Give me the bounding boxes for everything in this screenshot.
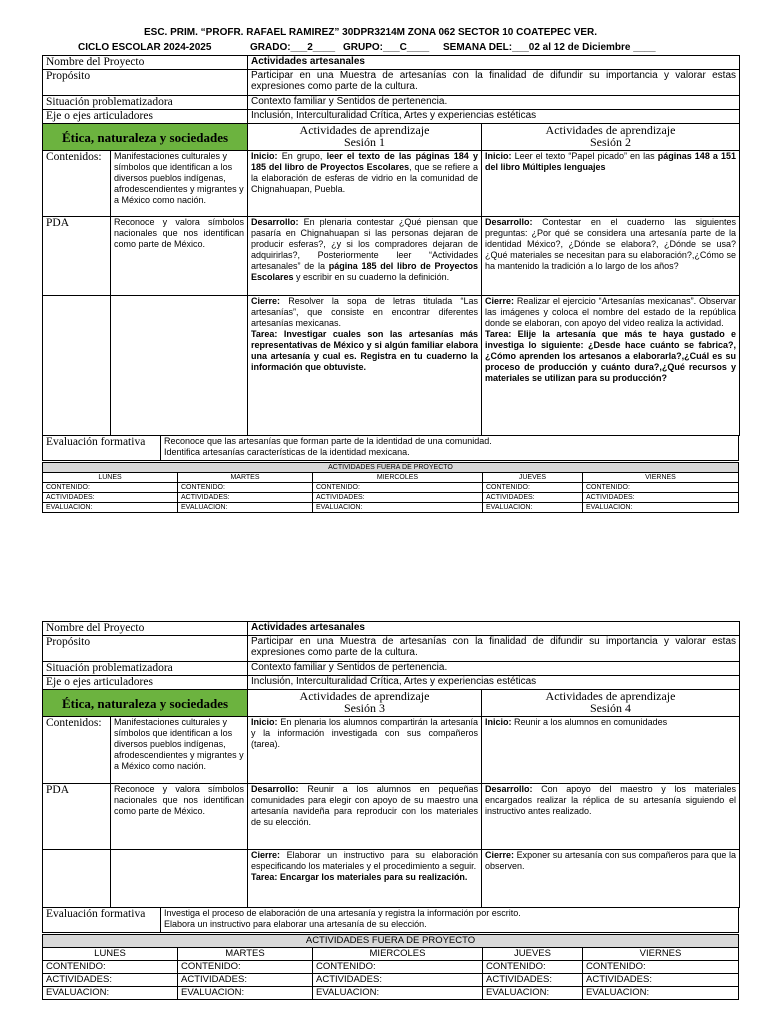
sesion-1-desarrollo: Desarrollo: En plenaria contestar ¿Qué piensan que pasaría en Chignahuapan si las personas dejaran de producir esferas?, ¿y si los compradores dejaran de adquirirlas?, Posteriormente leer “Actividades artesanales” de la página 185 del libro de Proyectos Escolares y escribir en su cuaderno la definición.: [248, 217, 482, 296]
actividades-cell: ACTIVIDADES:: [178, 974, 313, 987]
day-lunes: LUNES: [43, 473, 178, 483]
day-lunes: LUNES: [43, 948, 178, 961]
contenido-cell: CONTENIDO:: [583, 961, 739, 974]
evaluacion-cell: EVALUACION:: [583, 987, 739, 1000]
contenido-text: Manifestaciones culturales y símbolos que identifican a los diversos pueblos indígenas, afrodescendientes y migrantes y a México como nación.: [111, 151, 248, 217]
eje-label: Eje o ejes articuladores: [43, 110, 248, 124]
campo-formativo: Ética, naturaleza y sociedades: [43, 124, 248, 151]
evaluacion-cell: EVALUACION:: [313, 503, 483, 513]
contenido-cell: CONTENIDO:: [483, 961, 583, 974]
evaluacion-label: Evaluación formativa: [43, 436, 161, 461]
eje-value: Inclusión, Interculturalidad Crítica, Artes y experiencias estéticas: [248, 110, 740, 124]
contenido-cell: CONTENIDO:: [178, 961, 313, 974]
actividades-fuera-table-2: [42, 934, 739, 1000]
semana-field: SEMANA DEL:___02 al 12 de Diciembre ____: [443, 42, 656, 53]
grupo-field: GRUPO:___C____: [343, 42, 430, 53]
evaluacion-cell: EVALUACION:: [313, 987, 483, 1000]
cycle-header: [78, 42, 768, 53]
evaluacion-text: Reconoce que las artesanías que forman parte de la identidad de una comunidad. Identifica artesanías características de la identidad mexicana.: [161, 436, 739, 461]
contenidos-label: Contenidos:: [43, 717, 111, 784]
evaluacion-label: Evaluación formativa: [43, 908, 161, 933]
sesion-2-header: Actividades de aprendizaje Sesión 2: [482, 124, 740, 151]
situacion-value: Contexto familiar y Sentidos de pertenencia.: [248, 96, 740, 110]
day-miercoles: MIERCOLES: [313, 473, 483, 483]
contenido-cell: CONTENIDO:: [178, 483, 313, 493]
sesion-1-inicio: Inicio: En grupo, leer el texto de las páginas 184 y 185 del libro de Proyectos Escolares, que se refiere a la elaboración de esferas de vidrio en la comunidad de Chignahuapan, Puebla.: [248, 151, 482, 217]
pda-text: Reconoce y valora símbolos nacionales que nos identifican como parte de México.: [111, 217, 248, 296]
contenido-cell: CONTENIDO:: [43, 961, 178, 974]
planning-table-1: [42, 55, 740, 436]
contenido-cell: CONTENIDO:: [583, 483, 739, 493]
actividades-cell: ACTIVIDADES:: [483, 974, 583, 987]
sesion-1-header: Actividades de aprendizaje Sesión 1: [248, 124, 482, 151]
actividades-cell: ACTIVIDADES:: [313, 493, 483, 503]
situacion-label: Situación problematizadora: [43, 96, 248, 110]
empty-cell: [111, 296, 248, 436]
fuera-title: ACTIVIDADES FUERA DE PROYECTO: [43, 935, 739, 948]
actividades-cell: ACTIVIDADES:: [43, 974, 178, 987]
day-martes: MARTES: [178, 948, 313, 961]
nombre-value: Actividades artesanales: [248, 56, 740, 70]
day-miercoles: MIERCOLES: [313, 948, 483, 961]
sesion-4-cierre: Cierre: Exponer su artesanía con sus compañeros para que la observen.: [482, 850, 740, 908]
actividades-cell: ACTIVIDADES:: [583, 974, 739, 987]
ciclo-escolar: CICLO ESCOLAR 2024-2025: [78, 42, 212, 53]
empty-cell: [111, 850, 248, 908]
pda-text: Reconoce y valora símbolos nacionales que nos identifican como parte de México.: [111, 784, 248, 850]
eje-value: Inclusión, Interculturalidad Crítica, Artes y experiencias estéticas: [248, 676, 740, 690]
sesion-2-inicio: Inicio: Leer el texto “Papel picado” en las páginas 148 a 151 del libro Múltiples lenguajes: [482, 151, 740, 217]
pda-label: PDA: [43, 217, 111, 296]
contenido-cell: CONTENIDO:: [483, 483, 583, 493]
day-jueves: JUEVES: [483, 948, 583, 961]
sesion-1-cierre: Cierre: Resolver la sopa de letras titulada “Las artesanías”, que consiste en encontrar diferentes artesanías mexicanas. Tarea: Investigar cuales son las artesanías más representativas de México y si algún familiar elabora una artesanía y cual es. Registra en tu cuaderno la información que obtuviste.: [248, 296, 482, 436]
contenido-cell: CONTENIDO:: [313, 961, 483, 974]
sesion-3-desarrollo: Desarrollo: Reunir a los alumnos en pequeñas comunidades para elegir con apoyo de su maestro una artesanía navideña para reproducir con los materiales de su elección.: [248, 784, 482, 850]
sesion-2-desarrollo: Desarrollo: Contestar en el cuaderno las siguientes preguntas: ¿Por qué se considera una artesanía parte de la identidad México?, ¿Dónde se elabora?, ¿Dónde se usa? ¿Qué materiales se necesitan para su elaboración?,¿Cómo se ha mantenido la tradición a lo largo de los años?: [482, 217, 740, 296]
sesion-3-cierre: Cierre: Elaborar un instructivo para su elaboración especificando los materiales y el procedimiento a seguir. Tarea: Encargar los materiales para su realización.: [248, 850, 482, 908]
proposito-label: Propósito: [43, 636, 248, 662]
evaluacion-text: Investiga el proceso de elaboración de una artesanía y registra la información por escrito. Elabora un instructivo para elaborar una artesanía de su elección.: [161, 908, 739, 933]
proposito-label: Propósito: [43, 70, 248, 96]
day-viernes: VIERNES: [583, 948, 739, 961]
contenido-text: Manifestaciones culturales y símbolos que identifican a los diversos pueblos indígenas, afrodescendientes y migrantes y a México como nación.: [111, 717, 248, 784]
nombre-value: Actividades artesanales: [248, 622, 740, 636]
evaluacion-cell: EVALUACION:: [583, 503, 739, 513]
sesion-4-desarrollo: Desarrollo: Con apoyo del maestro y los materiales encargados realizar la réplica de su artesanía siguiendo el instructivo antes realizado.: [482, 784, 740, 850]
school-header: ESC. PRIM. “PROFR. RAFAEL RAMIREZ” 30DPR3214M ZONA 062 SECTOR 10 COATEPEC VER.: [144, 27, 598, 38]
actividades-cell: ACTIVIDADES:: [313, 974, 483, 987]
actividades-cell: ACTIVIDADES:: [583, 493, 739, 503]
evaluacion-cell: EVALUACION:: [178, 503, 313, 513]
evaluacion-cell: EVALUACION:: [43, 503, 178, 513]
evaluacion-cell: EVALUACION:: [483, 987, 583, 1000]
sesion-4-inicio: Inicio: Reunir a los alumnos en comunidades: [482, 717, 740, 784]
eje-label: Eje o ejes articuladores: [43, 676, 248, 690]
proposito-value: Participar en una Muestra de artesanías con la finalidad de difundir su importancia y valorar estas expresiones como parte de la cultura.: [248, 70, 740, 96]
situacion-value: Contexto familiar y Sentidos de pertenencia.: [248, 662, 740, 676]
situacion-label: Situación problematizadora: [43, 662, 248, 676]
evaluacion-table-1: [42, 435, 739, 461]
day-martes: MARTES: [178, 473, 313, 483]
nombre-label: Nombre del Proyecto: [43, 56, 248, 70]
evaluacion-table-2: [42, 907, 739, 933]
pda-label: PDA: [43, 784, 111, 850]
actividades-cell: ACTIVIDADES:: [178, 493, 313, 503]
contenido-cell: CONTENIDO:: [313, 483, 483, 493]
day-viernes: VIERNES: [583, 473, 739, 483]
planning-block-1: [42, 55, 739, 513]
grado-field: GRADO:___2____: [250, 42, 336, 53]
contenidos-label: Contenidos:: [43, 151, 111, 217]
planning-table-2: [42, 621, 740, 908]
empty-cell: [43, 296, 111, 436]
actividades-cell: ACTIVIDADES:: [43, 493, 178, 503]
sesion-3-header: Actividades de aprendizaje Sesión 3: [248, 690, 482, 717]
evaluacion-cell: EVALUACION:: [483, 503, 583, 513]
empty-cell: [43, 850, 111, 908]
evaluacion-cell: EVALUACION:: [178, 987, 313, 1000]
actividades-cell: ACTIVIDADES:: [483, 493, 583, 503]
actividades-fuera-table-1: [42, 462, 739, 513]
day-jueves: JUEVES: [483, 473, 583, 483]
planning-block-2: [42, 621, 739, 1000]
fuera-title: ACTIVIDADES FUERA DE PROYECTO: [43, 463, 739, 473]
sesion-2-cierre: Cierre: Realizar el ejercicio “Artesanías mexicanas”. Observar las imágenes y coloca el nombre del estado de la república donde se elaboran, con apoyo del video realiza la actividad. Tarea: Elije la artesanía que más te haya gustado e investiga lo siguiente: ¿Desde hace cuánto se fabrica?,¿Cómo aprenden los artesanos a elaborarla?,¿Cuál es su proceso de producción y cuánto dura?,¿Qué recursos y materiales se utilizan para su producción?: [482, 296, 740, 436]
campo-formativo: Ética, naturaleza y sociedades: [43, 690, 248, 717]
contenido-cell: CONTENIDO:: [43, 483, 178, 493]
sesion-4-header: Actividades de aprendizaje Sesión 4: [482, 690, 740, 717]
proposito-value: Participar en una Muestra de artesanías con la finalidad de difundir su importancia y valorar estas expresiones como parte de la cultura.: [248, 636, 740, 662]
evaluacion-cell: EVALUACION:: [43, 987, 178, 1000]
nombre-label: Nombre del Proyecto: [43, 622, 248, 636]
sesion-3-inicio: Inicio: En plenaria los alumnos compartirán la artesanía y la información investigada con sus compañeros (tarea).: [248, 717, 482, 784]
